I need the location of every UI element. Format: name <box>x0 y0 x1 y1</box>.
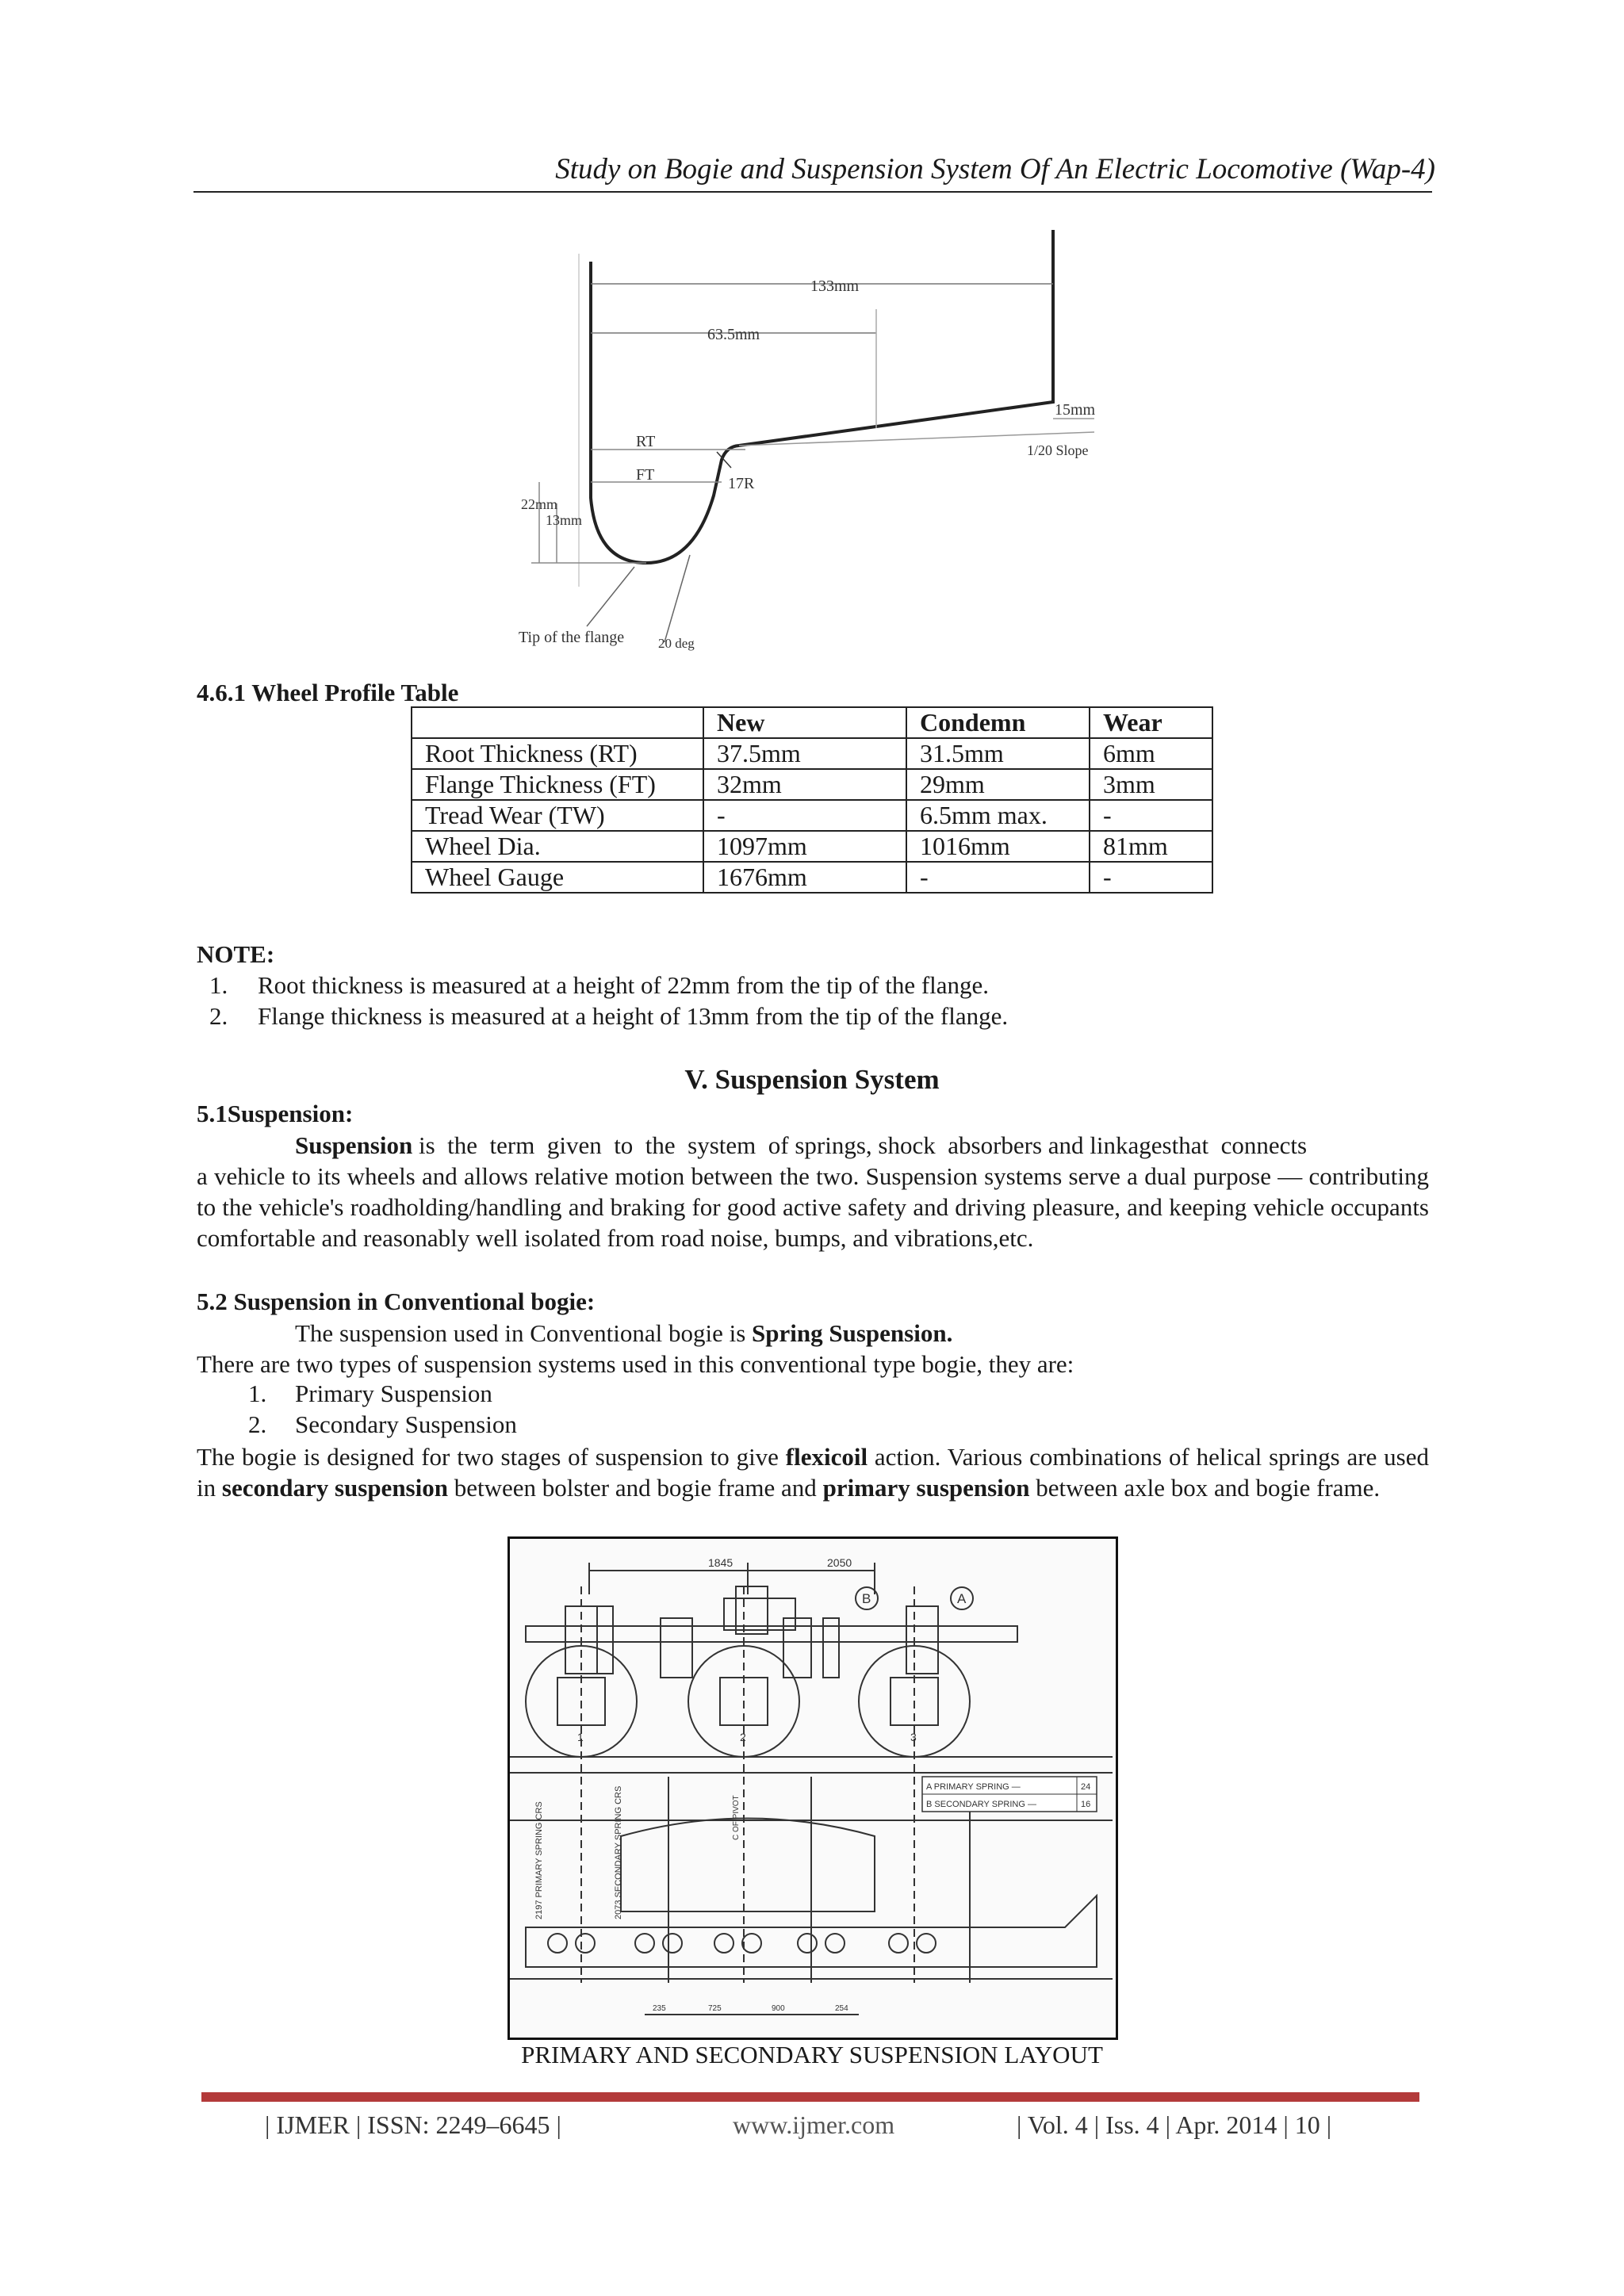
dim-b-label: 2050 <box>827 1556 852 1569</box>
bold-run: primary suspension <box>822 1474 1030 1502</box>
suspension-layout-figure <box>508 1536 1118 2040</box>
table-header-cell: New <box>703 707 906 738</box>
wheel-profile-figure <box>508 230 1110 658</box>
dim-133-label: 133mm <box>810 277 860 295</box>
figure-caption: PRIMARY AND SECONDARY SUSPENSION LAYOUT <box>521 2041 1103 2068</box>
legend-primary: A PRIMARY SPRING — <box>926 1782 1021 1792</box>
table-cell: Root Thickness (RT) <box>412 738 703 769</box>
footer-website-link[interactable]: www.ijmer.com <box>733 2110 895 2139</box>
wheel-profile-table <box>411 706 1213 894</box>
footer-bar <box>201 2092 1419 2102</box>
table-cell: Wheel Dia. <box>412 831 703 862</box>
r17-label: 17R <box>728 475 755 492</box>
definition-line1: is the term given to the system of springs, shock absorbers and linkagesthat connects <box>412 1131 1308 1159</box>
table-cell: - <box>1090 800 1212 831</box>
table-header-cell: Condemn <box>906 707 1090 738</box>
suspension-definition <box>197 1130 1429 1253</box>
suspension-layout-drawing <box>510 1539 1116 2038</box>
table-cell: 1016mm <box>906 831 1090 862</box>
table-row <box>412 800 1212 831</box>
spring-suspension-bold: Spring Suspension. <box>752 1319 953 1347</box>
table-row <box>412 862 1212 893</box>
table-cell: 81mm <box>1090 831 1212 862</box>
conventional-line <box>295 1318 952 1349</box>
wheel-profile-drawing <box>508 230 1110 658</box>
types-intro: There are two types of suspension systems used in this conventional type bogie, they are: <box>197 1350 1074 1378</box>
table-cell: - <box>703 800 906 831</box>
table-cell: 37.5mm <box>703 738 906 769</box>
text-run: between axle box and bogie frame. <box>1029 1474 1381 1502</box>
note-heading: NOTE: <box>197 940 275 968</box>
primary-crs-label: 2197 PRIMARY SPRING CRS <box>534 1801 544 1919</box>
table-cell: 3mm <box>1090 769 1212 800</box>
table-cell: Flange Thickness (FT) <box>412 769 703 800</box>
wheel-num: 2 <box>740 1731 746 1743</box>
footer-journal: | IJMER | ISSN: 2249–6645 | <box>265 2110 561 2139</box>
tip-label: Tip of the flange <box>519 629 625 646</box>
bold-term: Suspension <box>295 1131 413 1159</box>
table-cell: Wheel Gauge <box>412 862 703 893</box>
table-heading: 4.6.1 Wheel Profile Table <box>197 679 459 706</box>
legend-primary-count: 24 <box>1081 1782 1091 1792</box>
table-cell: 32mm <box>703 769 906 800</box>
slope-label: 1/20 Slope <box>1027 442 1089 458</box>
type-num: 1. <box>248 1380 267 1407</box>
legend-secondary-count: 16 <box>1081 1800 1091 1809</box>
bold-run: flexicoil <box>785 1443 868 1471</box>
type-text: Secondary Suspension <box>295 1410 517 1438</box>
table-cell: - <box>906 862 1090 893</box>
dim-63-label: 63.5mm <box>707 326 760 343</box>
secondary-crs-label: 2073 SECONDARY SPRING CRS <box>614 1785 623 1919</box>
table-cell: 6.5mm max. <box>906 800 1090 831</box>
bottom-dim: 235 <box>653 2004 666 2013</box>
ft-label: FT <box>636 466 655 484</box>
bottom-dim: 900 <box>772 2004 785 2013</box>
note-item <box>209 1002 1009 1031</box>
conventional-text: The suspension used in Conventional bogie is <box>295 1319 753 1347</box>
type-item <box>248 1380 492 1408</box>
dim-a-label: 1845 <box>708 1556 733 1569</box>
rt-label: RT <box>636 433 656 450</box>
bold-run: secondary suspension <box>221 1474 448 1502</box>
note-text: Root thickness is measured at a height of 22mm from the tip of the flange. <box>258 971 990 999</box>
note-num: 1. <box>209 971 228 999</box>
table-header-cell: Wear <box>1090 707 1212 738</box>
table-header-row <box>412 707 1212 738</box>
table-row <box>412 831 1212 862</box>
flexicoil-paragraph <box>197 1441 1429 1503</box>
subsection-heading: 5.2 Suspension in Conventional bogie: <box>197 1288 596 1315</box>
note-num: 2. <box>209 1002 228 1030</box>
type-item <box>248 1410 517 1439</box>
table-cell: 1676mm <box>703 862 906 893</box>
bottom-dim: 254 <box>835 2004 848 2013</box>
legend-secondary: B SECONDARY SPRING — <box>926 1800 1036 1809</box>
text-run: action. Various combinations of helical springs are used in <box>197 1443 1429 1502</box>
table-cell: 29mm <box>906 769 1090 800</box>
table-cell: 1097mm <box>703 831 906 862</box>
table-header-cell <box>412 707 703 738</box>
bottom-dim: 725 <box>708 2004 722 2013</box>
callout-a: A <box>957 1591 967 1606</box>
table-row <box>412 738 1212 769</box>
header-rule <box>193 191 1432 193</box>
note-text: Flange thickness is measured at a height of 13mm from the tip of the flange. <box>258 1002 1009 1030</box>
running-title: Study on Bogie and Suspension System Of An Electric Locomotive (Wap-4) <box>555 153 1435 186</box>
text-run: The bogie is designed for two stages of suspension to give <box>197 1443 786 1471</box>
definition-paragraph: a vehicle to its wheels and allows relative motion between the two. Suspension systems serve a dual purpose — contributing to the vehicle's roadholding/handling and braking for good active safety and driving pleasure, and keeping vehicle occupants comfortable and reasonably well isolated from road noise, bumps, and vibrations,etc. <box>197 1162 1429 1252</box>
type-num: 2. <box>248 1410 267 1438</box>
deg-label: 20 deg <box>658 636 695 651</box>
pivot-label: C OF PIVOT <box>732 1795 741 1840</box>
table-cell: 6mm <box>1090 738 1212 769</box>
table-cell: - <box>1090 862 1212 893</box>
footer-issue: | Vol. 4 | Iss. 4 | Apr. 2014 | 10 | <box>1017 2110 1332 2139</box>
h13-label: 13mm <box>546 512 583 528</box>
text-run: between bolster and bogie frame and <box>447 1474 823 1502</box>
wheel-num: 3 <box>910 1731 917 1743</box>
table-cell: Tread Wear (TW) <box>412 800 703 831</box>
wheel-num: 1 <box>577 1731 584 1743</box>
table-cell: 31.5mm <box>906 738 1090 769</box>
type-text: Primary Suspension <box>295 1380 492 1407</box>
note-item <box>209 971 990 1000</box>
callout-b: B <box>862 1591 871 1606</box>
section-title: V. Suspension System <box>684 1064 940 1095</box>
definition-first-line <box>197 1130 1429 1161</box>
subsection-heading: 5.1Suspension: <box>197 1100 354 1127</box>
table-row <box>412 769 1212 800</box>
dim-15-label: 15mm <box>1055 401 1096 419</box>
h22-label: 22mm <box>521 496 558 512</box>
